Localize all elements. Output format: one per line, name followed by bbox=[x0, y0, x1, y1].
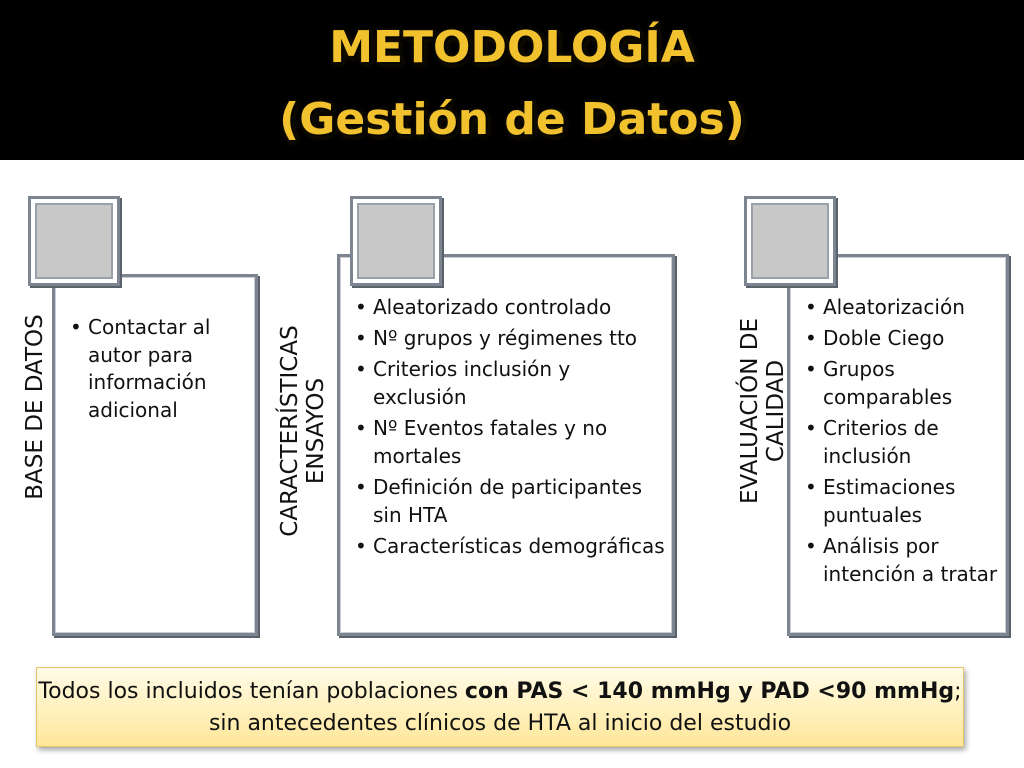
summary-text-bold: con PAS < 140 mmHg y PAD <90 mmHg bbox=[464, 679, 955, 704]
evaluacion-calidad-label-line1: EVALUACIÓN DE bbox=[737, 317, 763, 505]
caracteristicas-ensayos-list bbox=[355, 293, 665, 563]
evaluacion-calidad-label bbox=[737, 286, 793, 536]
list-item: • Grupos comparables bbox=[805, 355, 1001, 411]
base-de-datos-label: BASE DE DATOS bbox=[22, 314, 48, 500]
caracteristicas-ensayos-tile bbox=[350, 196, 442, 286]
list-item: • Criterios inclusión y exclusión bbox=[355, 355, 665, 411]
caracteristicas-ensayos-label bbox=[277, 296, 333, 566]
evaluacion-calidad-list bbox=[805, 293, 1001, 591]
slide-subtitle: (Gestión de Datos) bbox=[279, 94, 745, 145]
evaluacion-calidad-tile bbox=[744, 196, 836, 286]
base-de-datos-list bbox=[70, 314, 250, 427]
list-item: • Análisis por intención a tratar bbox=[805, 532, 1001, 588]
evaluacion-calidad-label-line2: CALIDAD bbox=[763, 359, 790, 463]
list-item: • Criterios de inclusión bbox=[805, 414, 1001, 470]
summary-text-part1: Todos los incluidos tenían poblaciones bbox=[38, 679, 465, 704]
list-item: • Contactar al autor para información adicional bbox=[70, 314, 250, 424]
list-item: • Nº Eventos fatales y no mortales bbox=[355, 414, 665, 470]
list-item: • Aleatorización bbox=[805, 293, 1001, 321]
list-item: • Definición de participantes sin HTA bbox=[355, 473, 665, 529]
list-item: • Estimaciones puntuales bbox=[805, 473, 1001, 529]
list-item: • Nº grupos y régimenes tto bbox=[355, 324, 665, 352]
title-banner bbox=[0, 0, 1024, 160]
caracteristicas-ensayos-label-line1: CARACTERÍSTICAS bbox=[277, 325, 303, 537]
summary-note bbox=[36, 667, 964, 747]
summary-text-part2: ; sin antecedentes clínicos de HTA al inicio del estudio bbox=[208, 679, 962, 736]
base-de-datos-tile bbox=[28, 196, 120, 286]
caracteristicas-ensayos-label-line2: ENSAYOS bbox=[303, 377, 330, 485]
list-item: • Características demográficas bbox=[355, 532, 665, 560]
list-item: • Doble Ciego bbox=[805, 324, 1001, 352]
list-item: • Aleatorizado controlado bbox=[355, 293, 665, 321]
slide-title: METODOLOGÍA bbox=[329, 22, 695, 73]
